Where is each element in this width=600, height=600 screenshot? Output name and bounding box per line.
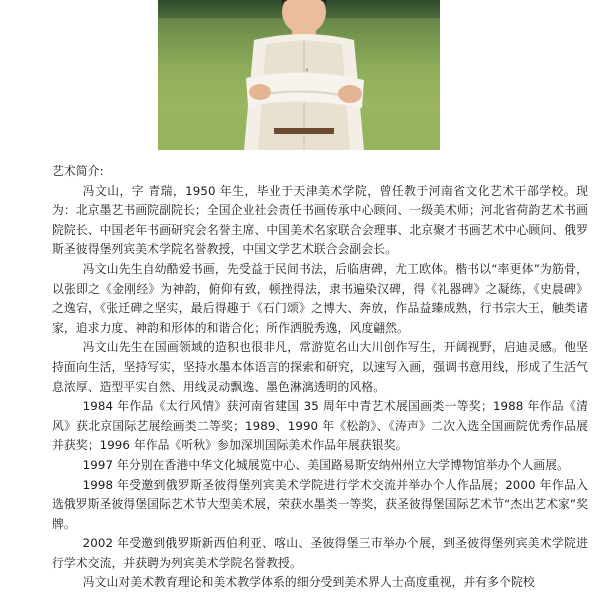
- bio-paragraph: 1984 年作品《太行风情》获河南省建国 35 周年中青艺术展国画类一等奖；1988 年作品《清风》获北京国际艺展绘画类二等奖；1989、1990 年《松韵》、《涛声》二次入选全国画院优秀作品展并获奖；1996 年作品《听秋》参加深圳国际美术作品年展获银奖。: [52, 399, 588, 453]
- bio-paragraph: 冯文山，字 青瑞，1950 年生，毕业于天津美术学院，曾任教于河南省文化艺术干部学校。现为：北京墨艺书画院副院长；全国企业社会责任书画传承中心顾问、一级美术师；河北省荷韵艺术书画院院长、中国老年书画研究会名誉主席、中国美术名家联合会理事、北京聚才书画艺术中心顾问、俄罗斯圣彼得堡列宾美术学院名誉教授，中国文学艺术联合会副会长。: [52, 183, 588, 257]
- artist-bio: [52, 162, 588, 593]
- section-heading: 艺术简介:: [52, 164, 104, 178]
- bio-paragraph: 冯文山先生在国画领域的造积也很非凡，常游览名山大川创作写生，开阔视野，启迪灵感。他坚持面向生活，坚持写实，坚持水墨本体语言的探索和研究，以速写入画，强调书意用线，形成了生活气息浓厚、造型平实自然、用线灵动飘逸、墨色淋漓透明的风格。: [52, 340, 588, 394]
- bio-paragraph: 冯文山对美术教育理论和美术教学体系的细分受到美术界人士高度重视，并有多个院校: [82, 575, 535, 590]
- bio-paragraph: 冯文山先生自幼酷爱书画，先受益于民间书法，后临唐碑，尤工欧体。楷书以“率更体”为筋骨，以张即之《金刚经》为神韵，俯仰有致，顿挫得法，隶书遍染汉碑，得《礼器碑》之凝练，《史晨碑》之逸宕，《张迁碑之坚实，最后得趣于《石门颂》之博大、奔放，作品益臻成熟，行书宗大王，触类诸家，追求力度、神韵和形体的和谐合化；所作洒脱秀逸，风度翩然。: [52, 261, 588, 335]
- bio-paragraph: 1997 年分别在香港中华文化城展览中心、美国路易斯安纳州州立大学博物馆举办个人画展。: [82, 457, 570, 472]
- bio-paragraph: 2002 年受邀到俄罗斯新西伯利亚、喀山、圣彼得堡三市举办个展，到圣彼得堡列宾美术学院进行学术交流，并获聘为列宾美术学院名誉教授。: [52, 536, 588, 570]
- portrait-photo: [158, 0, 440, 150]
- person-figure: [224, 0, 384, 150]
- bio-paragraph: 1998 年受邀到俄罗斯圣彼得堡列宾美术学院进行学术交流并举办个人作品展；2000 年作品入选俄罗斯圣彼得堡国际艺术节大型美术展，荣获水墨类一等奖，获圣彼得堡国际艺术节“杰出艺术家”奖牌。: [52, 477, 588, 531]
